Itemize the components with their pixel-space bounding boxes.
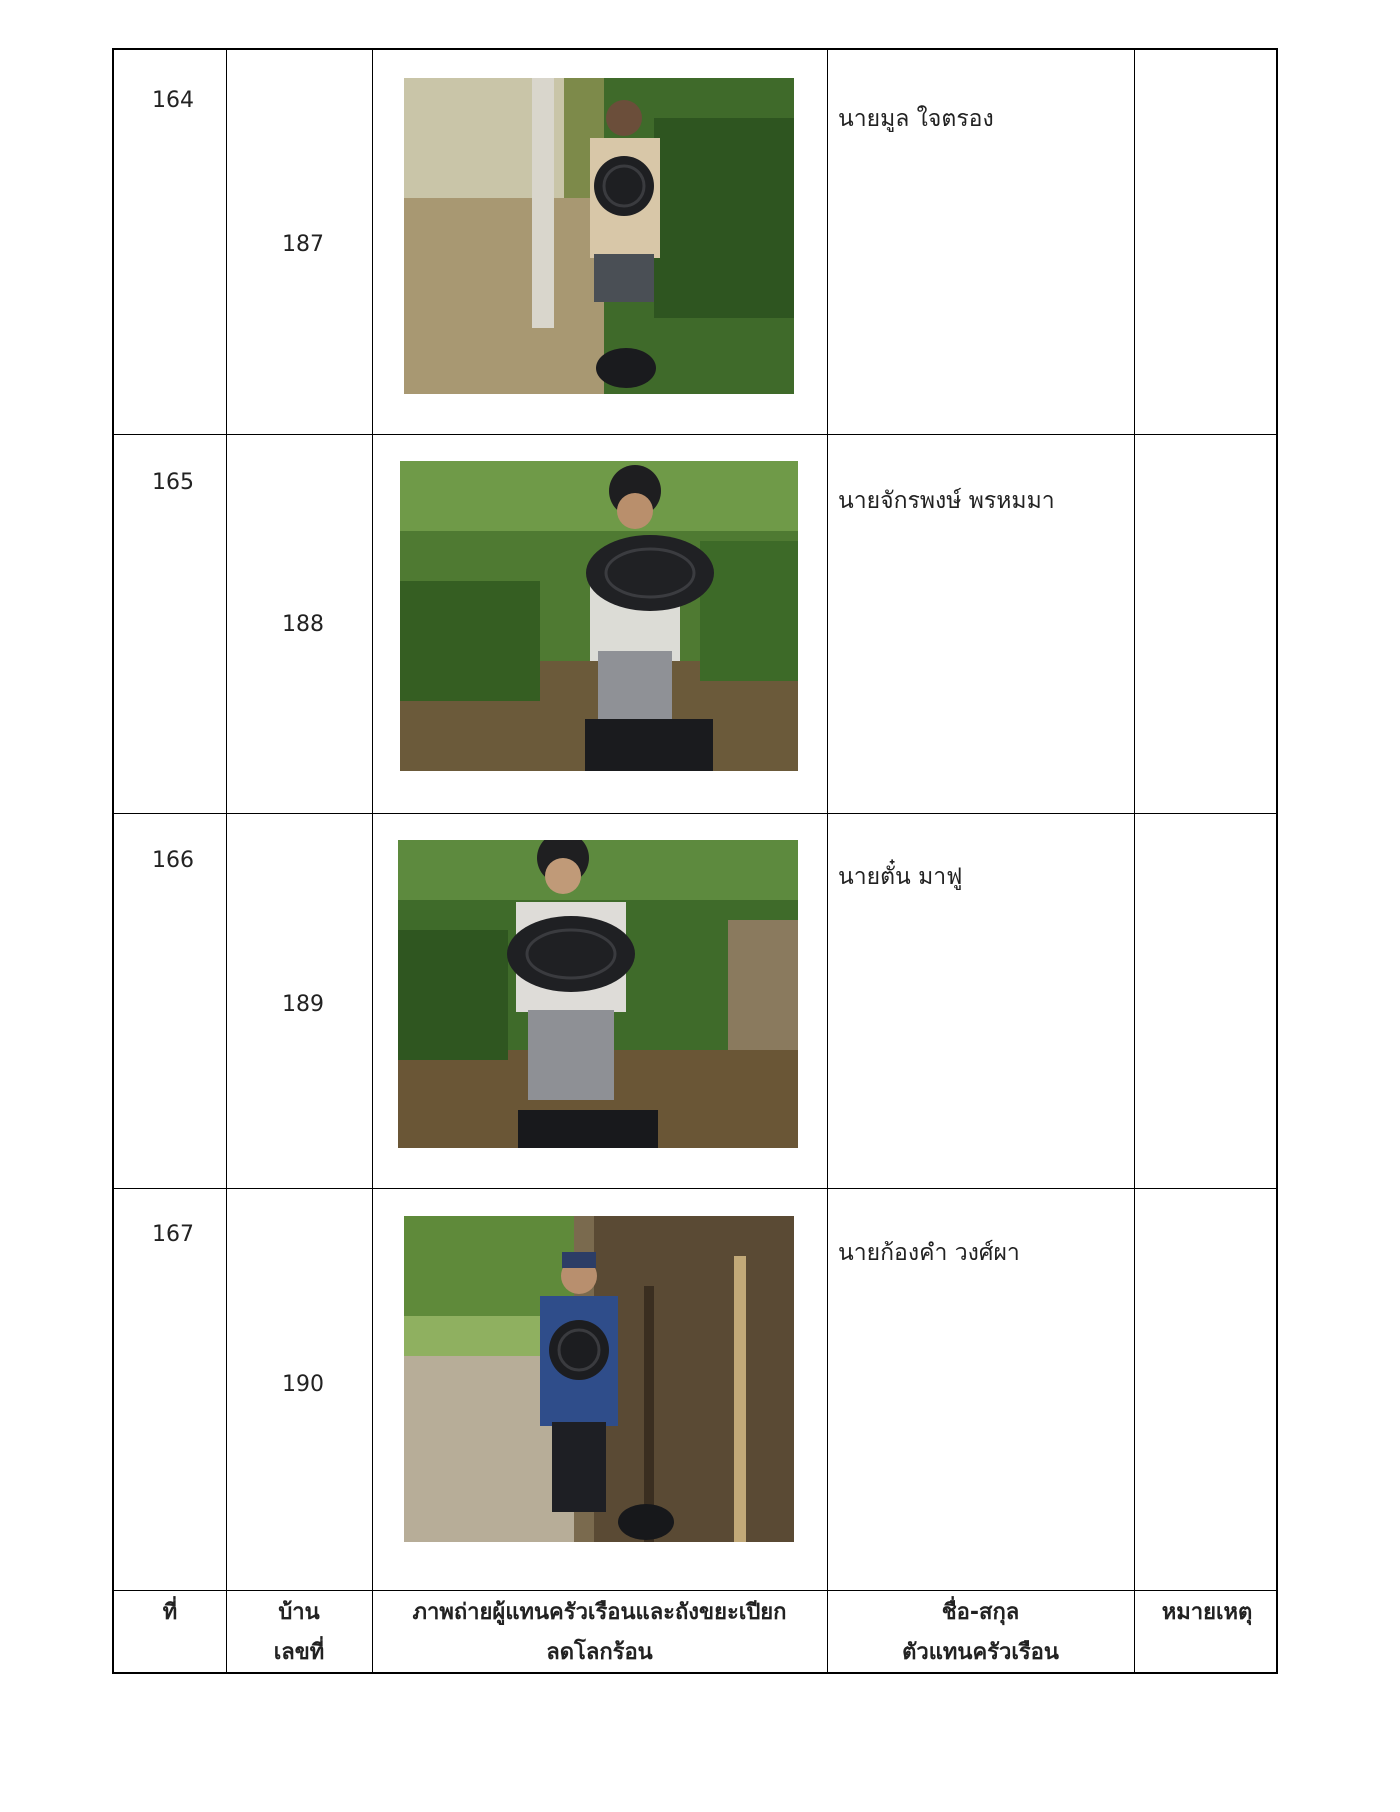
household-rep-name: นายก้องคำ วงศ์ผา [838,1240,1020,1266]
column-divider [226,50,227,1672]
house-number: 189 [282,992,324,1017]
row-number: 166 [152,848,194,873]
header-house-no-line1: บ้าน [278,1600,320,1625]
household-rep-name: นายจักรพงษ์ พรหมมา [838,488,1055,514]
row-divider [114,434,1276,435]
header-name-line2: ตัวแทนครัวเรือน [902,1640,1059,1665]
household-rep-name: นายมูล ใจตรอง [838,106,994,132]
household-photo [404,1216,794,1542]
row-divider [114,1188,1276,1189]
household-photo [398,840,798,1148]
house-number: 190 [282,1372,324,1397]
column-divider [372,50,373,1672]
header-name-line1: ชื่อ-สกุล [941,1600,1020,1625]
column-divider [827,50,828,1672]
house-number: 188 [282,612,324,637]
house-number: 187 [282,232,324,257]
row-number: 164 [152,88,194,113]
header-photo-line2: ลดโลกร้อน [546,1640,653,1665]
row-number: 165 [152,470,194,495]
header-no: ที่ [162,1600,178,1625]
household-photo [404,78,794,394]
household-rep-name: นายตั๋น มาฟู [838,864,963,890]
header-photo-line1: ภาพถ่ายผู้แทนครัวเรือนและถังขยะเปียก [412,1600,787,1625]
header-note: หมายเหตุ [1161,1600,1253,1625]
row-number: 167 [152,1222,194,1247]
header-house-no-line2: เลขที่ [273,1640,325,1665]
household-table [112,48,1278,1674]
row-divider [114,1590,1276,1591]
household-photo [400,461,798,771]
row-divider [114,813,1276,814]
column-divider [1134,50,1135,1672]
